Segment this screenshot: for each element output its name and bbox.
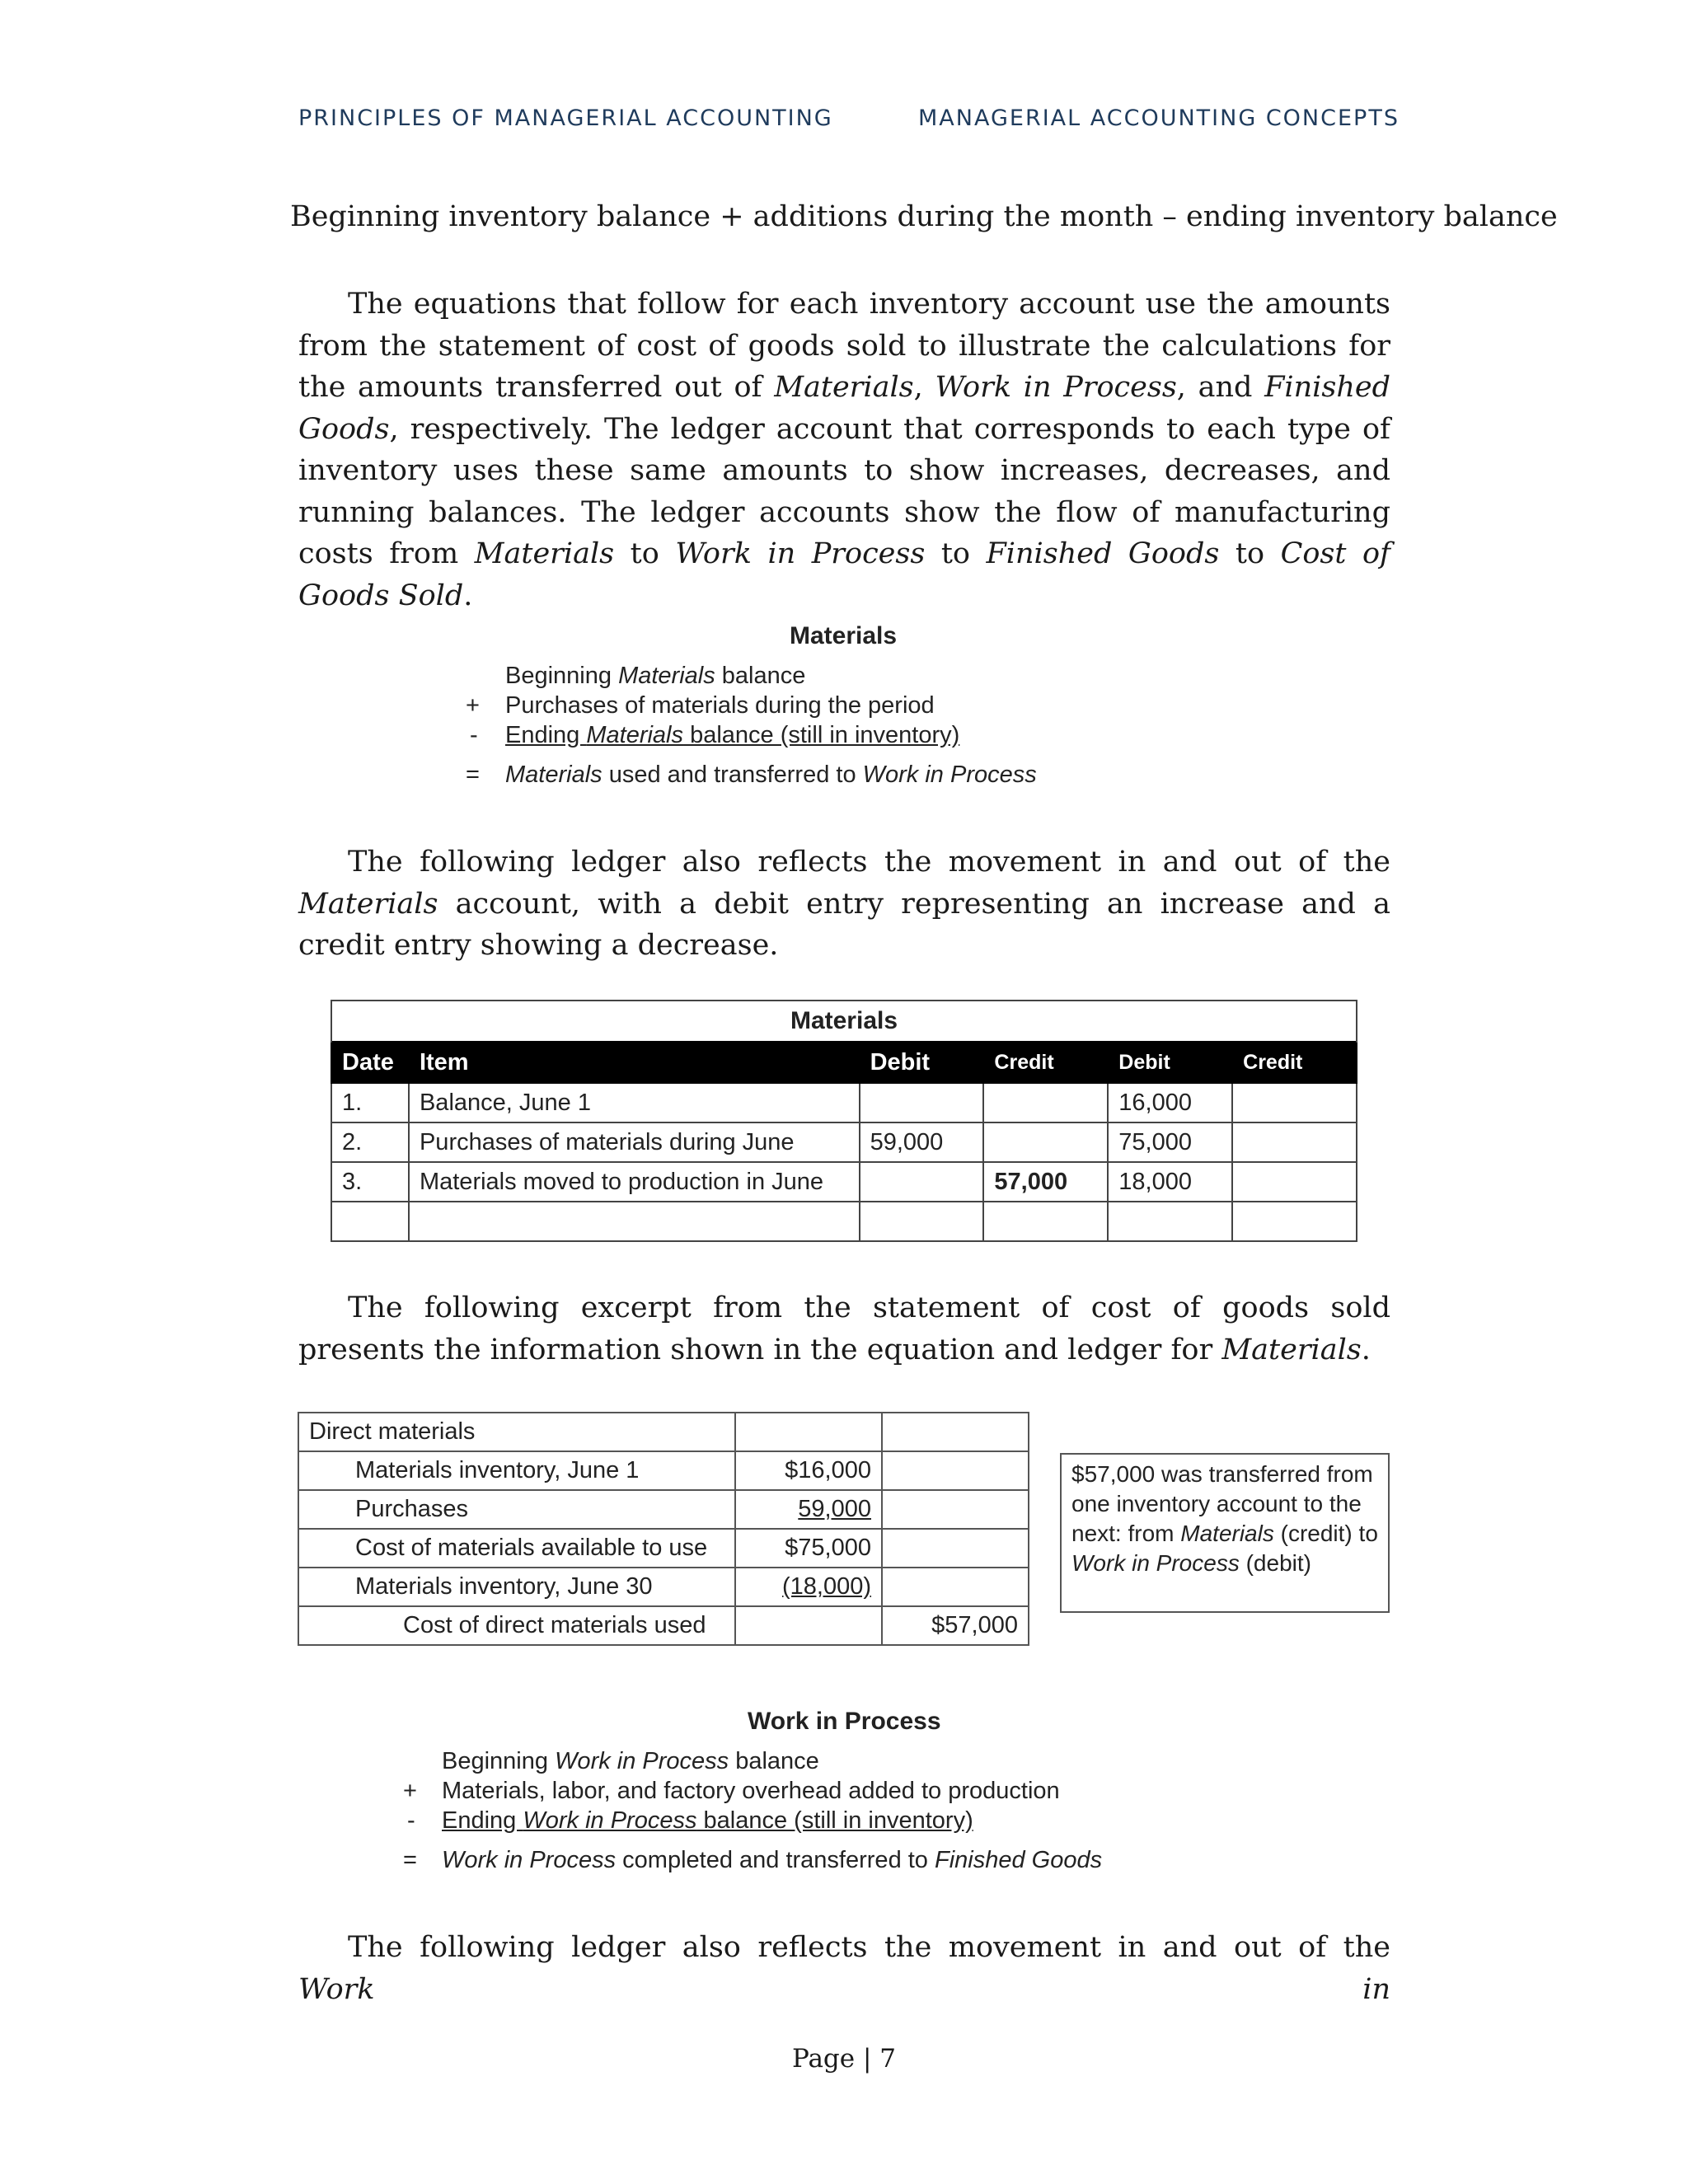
equation-row: Materials used and transferred to Work in Process: [505, 762, 1037, 788]
ledger-cell-debit: [860, 1083, 984, 1122]
ledger-header-date: Date: [331, 1042, 409, 1083]
table-row: [331, 1122, 1357, 1162]
paragraph-ledger-intro: The following ledger also reflects the movement in and out of the Materials account, with a debit entry representing an increase and a credit entry showing a decrease.: [298, 846, 1390, 962]
ledger-cell-credit: [983, 1122, 1108, 1162]
ledger-cell-credit: 57,000: [983, 1162, 1108, 1202]
running-header-left: PRINCIPLES OF MANAGERIAL ACCOUNTING: [298, 105, 833, 131]
running-header-right: MANAGERIAL ACCOUNTING CONCEPTS: [918, 105, 1400, 131]
table-row-empty: [331, 1202, 1357, 1241]
paragraph-intro: The equations that follow for each inventory account use the amounts from the statement of cost of goods sold to illustrate the calculations for the amounts transferred out of Materials, Work in Process, and Finished Goods, respectively. The ledger account that corresponds to each type of inventory uses these same amounts to show increases, decreases, and running balances. The ledger accounts show the flow of manufacturing costs from Materials to Work in Process to Finished Goods to Cost of Goods Sold.: [298, 288, 1390, 612]
ledger-cell-date: 1.: [331, 1083, 409, 1122]
cogs-label: Cost of materials available to use: [298, 1529, 735, 1568]
equation-row: Ending Work in Process balance (still in inventory): [442, 1807, 973, 1834]
ledger-cell-balance-credit: [1232, 1162, 1357, 1202]
ledger-header-debit: Debit: [860, 1042, 984, 1083]
table-row: [298, 1451, 1029, 1490]
equation-operator: -: [407, 1807, 415, 1834]
cogs-heading: Direct materials: [298, 1413, 735, 1451]
ledger-cell-balance-debit: 75,000: [1108, 1122, 1232, 1162]
cogs-value: [735, 1606, 882, 1645]
table-row: [298, 1606, 1029, 1645]
equation-operator: =: [466, 762, 480, 788]
equation-operator: +: [403, 1778, 417, 1804]
equation-row: Beginning Materials balance: [505, 663, 806, 689]
ledger-cell-balance-debit: 16,000: [1108, 1083, 1232, 1122]
formula-line: Beginning inventory balance + additions during the month – ending inventory balance: [290, 200, 1558, 233]
cogs-value: $16,000: [735, 1451, 882, 1490]
equation-row: Materials, labor, and factory overhead added to production: [442, 1778, 1060, 1804]
materials-ledger-table: [331, 1000, 1357, 1242]
wip-equation-title: Work in Process: [748, 1708, 941, 1735]
equation-operator: =: [403, 1847, 417, 1873]
ledger-header-balance-credit: Credit: [1232, 1042, 1357, 1083]
paragraph-wip-ledger-intro: The following ledger also reflects the movement in and out of the Work in: [298, 1931, 1390, 2006]
equation-row: Ending Materials balance (still in inventory): [505, 722, 960, 748]
ledger-cell-item: Purchases of materials during June: [409, 1122, 860, 1162]
cogs-total: [882, 1490, 1029, 1529]
table-row: [298, 1568, 1029, 1606]
cogs-value: (18,000): [735, 1568, 882, 1606]
table-row: [298, 1529, 1029, 1568]
table-row: [331, 1083, 1357, 1122]
ledger-header-credit: Credit: [983, 1042, 1108, 1083]
cogs-total: $57,000: [882, 1606, 1029, 1645]
table-row: [331, 1162, 1357, 1202]
cogs-value: $75,000: [735, 1529, 882, 1568]
ledger-header-item: Item: [409, 1042, 860, 1083]
ledger-cell-debit: 59,000: [860, 1122, 984, 1162]
cogs-label: Purchases: [298, 1490, 735, 1529]
ledger-cell-balance-credit: [1232, 1083, 1357, 1122]
paragraph-cogs-intro: The following excerpt from the statement of cost of goods sold presents the information shown in the equation and ledger for Materials.: [298, 1291, 1390, 1366]
ledger-cell-balance-credit: [1232, 1122, 1357, 1162]
table-row: [298, 1413, 1029, 1451]
ledger-title: Materials: [331, 1001, 1357, 1042]
ledger-cell-item: Materials moved to production in June: [409, 1162, 860, 1202]
equation-operator: -: [470, 722, 478, 748]
table-row: [298, 1490, 1029, 1529]
cogs-label: Materials inventory, June 1: [298, 1451, 735, 1490]
cogs-value: 59,000: [735, 1490, 882, 1529]
equation-row: Purchases of materials during the period: [505, 692, 935, 719]
ledger-cell-debit: [860, 1162, 984, 1202]
cogs-total: [882, 1529, 1029, 1568]
cogs-label: Cost of direct materials used: [298, 1606, 735, 1645]
ledger-header-balance-debit: Debit: [1108, 1042, 1232, 1083]
cogs-label: Materials inventory, June 30: [298, 1568, 735, 1606]
equation-operator: +: [466, 692, 480, 719]
equation-row: Beginning Work in Process balance: [442, 1748, 819, 1774]
ledger-cell-credit: [983, 1083, 1108, 1122]
cogs-total: [882, 1568, 1029, 1606]
cogs-excerpt-table: [298, 1412, 1029, 1646]
materials-equation-title: Materials: [790, 622, 898, 649]
equation-row: Work in Process completed and transferred to Finished Goods: [442, 1847, 1103, 1873]
ledger-cell-balance-debit: 18,000: [1108, 1162, 1232, 1202]
cogs-total: [882, 1451, 1029, 1490]
ledger-cell-date: 3.: [331, 1162, 409, 1202]
ledger-cell-item: Balance, June 1: [409, 1083, 860, 1122]
transfer-note-box: $57,000 was transferred from one inventory account to the next: from Materials (credit) to Work in Process (debit): [1060, 1453, 1390, 1613]
ledger-cell-date: 2.: [331, 1122, 409, 1162]
page-number: Page | 7: [791, 2044, 896, 2074]
